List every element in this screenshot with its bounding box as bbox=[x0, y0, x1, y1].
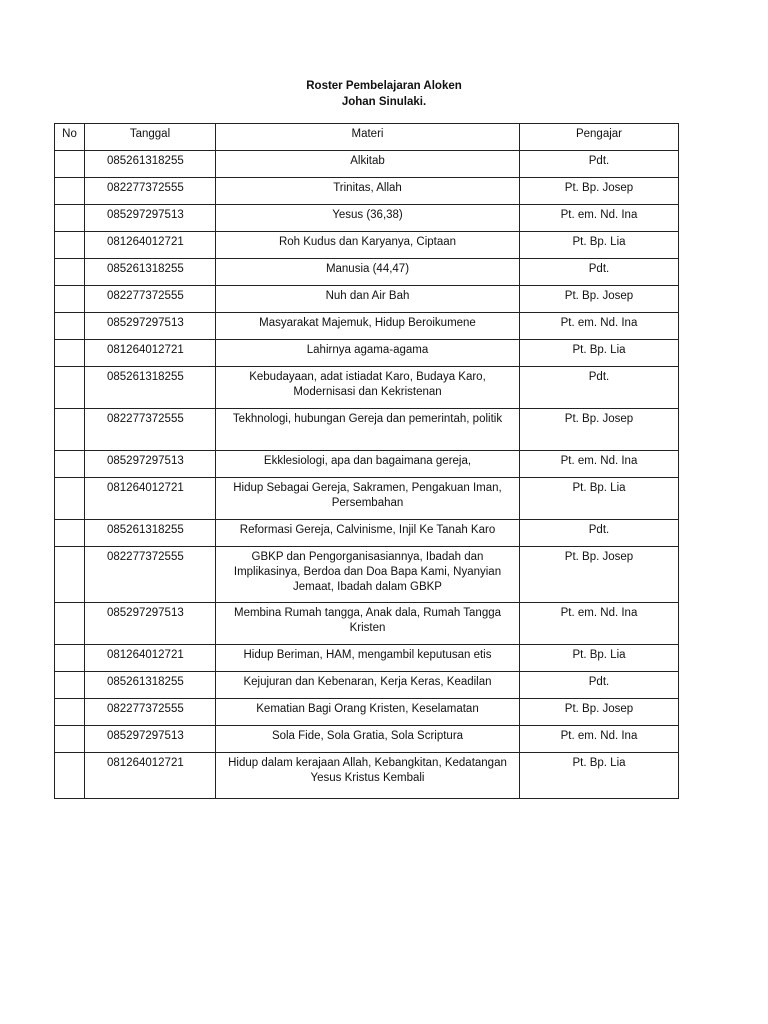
cell-no bbox=[55, 232, 85, 259]
cell-no bbox=[55, 547, 85, 603]
cell-materi: Ekklesiologi, apa dan bagaimana gereja, bbox=[216, 451, 520, 478]
table-row bbox=[55, 232, 679, 259]
cell-materi: Tekhnologi, hubungan Gereja dan pemerintah, politik bbox=[216, 409, 520, 451]
title-line-1: Roster Pembelajaran Aloken bbox=[306, 80, 462, 92]
cell-tanggal: 082277372555 bbox=[85, 178, 216, 205]
cell-no bbox=[55, 672, 85, 699]
cell-pengajar: Pt. em. Nd. Ina bbox=[520, 603, 679, 645]
cell-tanggal: 082277372555 bbox=[85, 699, 216, 726]
cell-tanggal: 082277372555 bbox=[85, 547, 216, 603]
cell-pengajar: Pt. Bp. Lia bbox=[520, 478, 679, 520]
cell-pengajar: Pt. Bp. Lia bbox=[520, 753, 679, 799]
cell-pengajar: Pt. Bp. Josep bbox=[520, 178, 679, 205]
roster-table bbox=[54, 123, 679, 799]
cell-no bbox=[55, 151, 85, 178]
cell-tanggal: 085261318255 bbox=[85, 367, 216, 409]
header-pengajar: Pengajar bbox=[520, 124, 679, 151]
table-row bbox=[55, 367, 679, 409]
cell-no bbox=[55, 478, 85, 520]
cell-materi: Hidup dalam kerajaan Allah, Kebangkitan, Kedatangan Yesus Kristus Kembali bbox=[216, 753, 520, 799]
table-row bbox=[55, 699, 679, 726]
table-row bbox=[55, 672, 679, 699]
table-row bbox=[55, 451, 679, 478]
header-tanggal: Tanggal bbox=[85, 124, 216, 151]
cell-materi: Yesus (36,38) bbox=[216, 205, 520, 232]
cell-tanggal: 081264012721 bbox=[85, 340, 216, 367]
cell-tanggal: 085297297513 bbox=[85, 726, 216, 753]
cell-tanggal: 081264012721 bbox=[85, 232, 216, 259]
cell-materi: Hidup Sebagai Gereja, Sakramen, Pengakuan Iman, Persembahan bbox=[216, 478, 520, 520]
cell-pengajar: Pdt. bbox=[520, 672, 679, 699]
cell-materi: Kematian Bagi Orang Kristen, Keselamatan bbox=[216, 699, 520, 726]
cell-no bbox=[55, 313, 85, 340]
table-row bbox=[55, 753, 679, 799]
cell-materi: Trinitas, Allah bbox=[216, 178, 520, 205]
table-row bbox=[55, 259, 679, 286]
cell-tanggal: 085297297513 bbox=[85, 205, 216, 232]
cell-pengajar: Pt. Bp. Josep bbox=[520, 547, 679, 603]
table-row bbox=[55, 409, 679, 451]
cell-tanggal: 081264012721 bbox=[85, 478, 216, 520]
cell-no bbox=[55, 520, 85, 547]
table-row bbox=[55, 205, 679, 232]
cell-tanggal: 085297297513 bbox=[85, 603, 216, 645]
cell-pengajar: Pdt. bbox=[520, 259, 679, 286]
table-row bbox=[55, 645, 679, 672]
cell-no bbox=[55, 726, 85, 753]
cell-no bbox=[55, 178, 85, 205]
cell-materi: Kejujuran dan Kebenaran, Kerja Keras, Keadilan bbox=[216, 672, 520, 699]
cell-pengajar: Pdt. bbox=[520, 520, 679, 547]
table-row bbox=[55, 603, 679, 645]
cell-no bbox=[55, 451, 85, 478]
cell-materi: Kebudayaan, adat istiadat Karo, Budaya Karo, Modernisasi dan Kekristenan bbox=[216, 367, 520, 409]
table-row bbox=[55, 547, 679, 603]
cell-tanggal: 081264012721 bbox=[85, 645, 216, 672]
cell-materi: Masyarakat Majemuk, Hidup Beroikumene bbox=[216, 313, 520, 340]
table-row bbox=[55, 151, 679, 178]
cell-materi: Manusia (44,47) bbox=[216, 259, 520, 286]
cell-pengajar: Pt. Bp. Josep bbox=[520, 409, 679, 451]
cell-tanggal: 085261318255 bbox=[85, 259, 216, 286]
cell-no bbox=[55, 259, 85, 286]
header-no: No bbox=[55, 124, 85, 151]
cell-materi: Sola Fide, Sola Gratia, Sola Scriptura bbox=[216, 726, 520, 753]
cell-pengajar: Pt. Bp. Lia bbox=[520, 232, 679, 259]
title-line-2: Johan Sinulaki. bbox=[341, 96, 427, 108]
header-materi: Materi bbox=[216, 124, 520, 151]
cell-tanggal: 085297297513 bbox=[85, 313, 216, 340]
cell-pengajar: Pt. em. Nd. Ina bbox=[520, 451, 679, 478]
cell-pengajar: Pdt. bbox=[520, 151, 679, 178]
cell-materi: Nuh dan Air Bah bbox=[216, 286, 520, 313]
cell-no bbox=[55, 699, 85, 726]
cell-pengajar: Pt. Bp. Josep bbox=[520, 699, 679, 726]
table-header-row bbox=[55, 124, 679, 151]
cell-pengajar: Pt. em. Nd. Ina bbox=[520, 726, 679, 753]
cell-no bbox=[55, 205, 85, 232]
table-row bbox=[55, 340, 679, 367]
cell-pengajar: Pt. Bp. Lia bbox=[520, 645, 679, 672]
cell-no bbox=[55, 367, 85, 409]
cell-materi: Lahirnya agama-agama bbox=[216, 340, 520, 367]
document-title bbox=[0, 78, 768, 110]
cell-tanggal: 082277372555 bbox=[85, 409, 216, 451]
table-row bbox=[55, 286, 679, 313]
cell-no bbox=[55, 286, 85, 313]
cell-tanggal: 085261318255 bbox=[85, 151, 216, 178]
cell-tanggal: 082277372555 bbox=[85, 286, 216, 313]
cell-no bbox=[55, 340, 85, 367]
cell-no bbox=[55, 645, 85, 672]
cell-tanggal: 085297297513 bbox=[85, 451, 216, 478]
cell-tanggal: 081264012721 bbox=[85, 753, 216, 799]
table-row bbox=[55, 478, 679, 520]
cell-materi: Roh Kudus dan Karyanya, Ciptaan bbox=[216, 232, 520, 259]
cell-pengajar: Pt. em. Nd. Ina bbox=[520, 205, 679, 232]
cell-tanggal: 085261318255 bbox=[85, 672, 216, 699]
cell-no bbox=[55, 753, 85, 799]
cell-pengajar: Pt. Bp. Lia bbox=[520, 340, 679, 367]
table-row bbox=[55, 313, 679, 340]
cell-materi: Hidup Beriman, HAM, mengambil keputusan etis bbox=[216, 645, 520, 672]
table-row bbox=[55, 520, 679, 547]
cell-materi: GBKP dan Pengorganisasiannya, Ibadah dan Implikasinya, Berdoa dan Doa Bapa Kami, Nyanyian Jemaat, Ibadah dalam GBKP bbox=[216, 547, 520, 603]
cell-materi: Alkitab bbox=[216, 151, 520, 178]
cell-pengajar: Pdt. bbox=[520, 367, 679, 409]
cell-materi: Reformasi Gereja, Calvinisme, Injil Ke Tanah Karo bbox=[216, 520, 520, 547]
cell-no bbox=[55, 603, 85, 645]
cell-materi: Membina Rumah tangga, Anak dala, Rumah Tangga Kristen bbox=[216, 603, 520, 645]
cell-tanggal: 085261318255 bbox=[85, 520, 216, 547]
table-body bbox=[55, 151, 679, 799]
cell-no bbox=[55, 409, 85, 451]
cell-pengajar: Pt. Bp. Josep bbox=[520, 286, 679, 313]
table-row bbox=[55, 178, 679, 205]
table-row bbox=[55, 726, 679, 753]
cell-pengajar: Pt. em. Nd. Ina bbox=[520, 313, 679, 340]
